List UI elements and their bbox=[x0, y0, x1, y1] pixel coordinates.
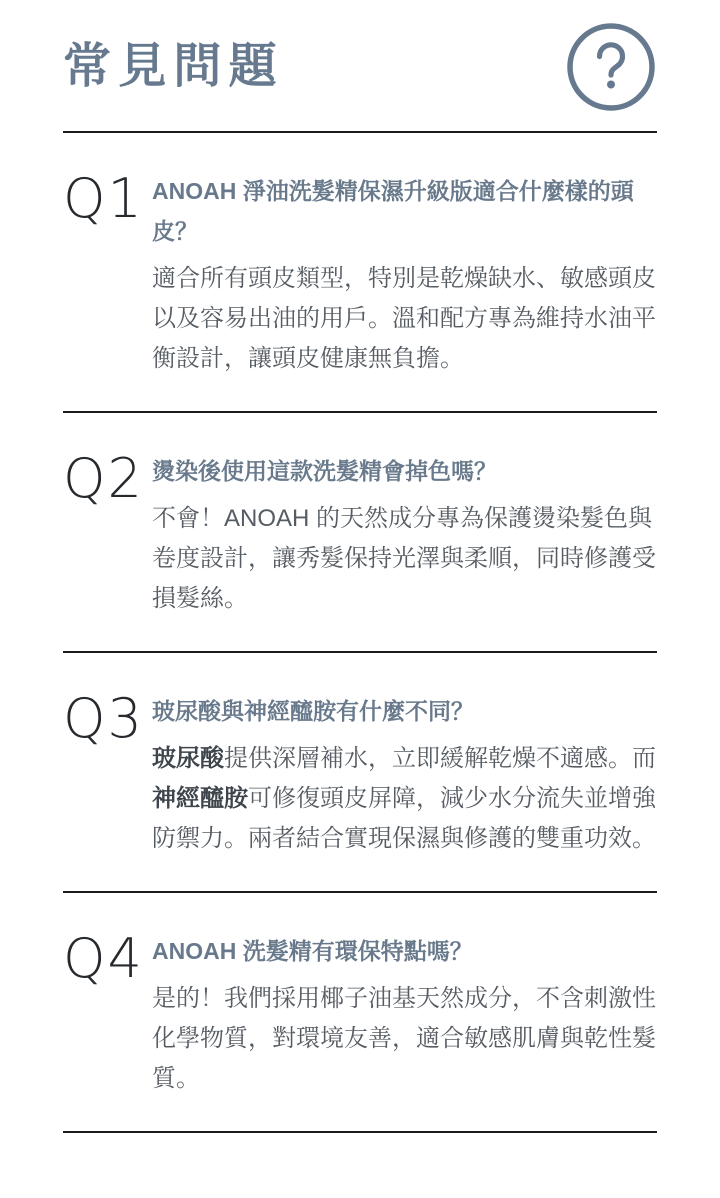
answer-segment: 可修復頭皮屏障，減少水分流失並增強防禦力。兩者結合實現保濕與修護的雙重功效。 bbox=[152, 785, 656, 852]
answer-text bbox=[152, 979, 657, 1099]
question-text: ANOAH 洗髮精有環保特點嗎？ bbox=[152, 938, 473, 964]
question-number: Q1 bbox=[63, 167, 144, 230]
answer-segment: 是的！我們採用椰子油基天然成分，不含刺激性化學物質，對環境友善，適合敏感肌膚與乾性髮質。 bbox=[152, 985, 656, 1092]
question-text: ANOAH 淨油洗髮精保濕升級版適合什麼樣的頭皮？ bbox=[152, 178, 634, 244]
answer-segment: 適合所有頭皮類型，特別是乾燥缺水、敏感頭皮以及容易出油的用戶。溫和配方專為維持水油平衡設計，讓頭皮健康無負擔。 bbox=[152, 265, 656, 372]
question-body bbox=[152, 451, 657, 619]
answer-text bbox=[152, 259, 657, 379]
faq-item bbox=[63, 893, 657, 1133]
question-number: Q4 bbox=[63, 927, 144, 990]
answer-segment: 不會！ANOAH 的天然成分專為保護燙染髮色與卷度設計，讓秀髮保持光澤與柔順，同時修護受損髮絲。 bbox=[152, 505, 656, 612]
question-mark-circle-icon bbox=[565, 21, 657, 113]
faq-item-row bbox=[63, 653, 657, 891]
question-body bbox=[152, 171, 657, 379]
answer-segment-bold: 玻尿酸 bbox=[152, 745, 224, 772]
faq-item-row bbox=[63, 133, 657, 411]
question-number: Q2 bbox=[63, 447, 144, 510]
question-body bbox=[152, 691, 657, 859]
question-number: Q3 bbox=[63, 687, 144, 750]
faq-item-row bbox=[63, 413, 657, 651]
faq-item-row bbox=[63, 893, 657, 1131]
faq-item bbox=[63, 653, 657, 893]
answer-text bbox=[152, 499, 657, 619]
answer-segment: 提供深層補水，立即緩解乾燥不適感。而 bbox=[224, 745, 656, 772]
page-title: 常見問題 bbox=[63, 39, 284, 93]
answer-segment-bold: 神經醯胺 bbox=[152, 785, 248, 812]
question-body bbox=[152, 931, 657, 1099]
faq-item bbox=[63, 413, 657, 653]
page-header bbox=[63, 0, 657, 114]
question-text: 玻尿酸與神經醯胺有什麼不同？ bbox=[152, 698, 474, 724]
faq-item bbox=[63, 133, 657, 413]
question-text: 燙染後使用這款洗髮精會掉色嗎？ bbox=[152, 458, 497, 484]
answer-text bbox=[152, 739, 657, 859]
faq-list bbox=[63, 133, 657, 1133]
section-divider bbox=[63, 1131, 657, 1133]
